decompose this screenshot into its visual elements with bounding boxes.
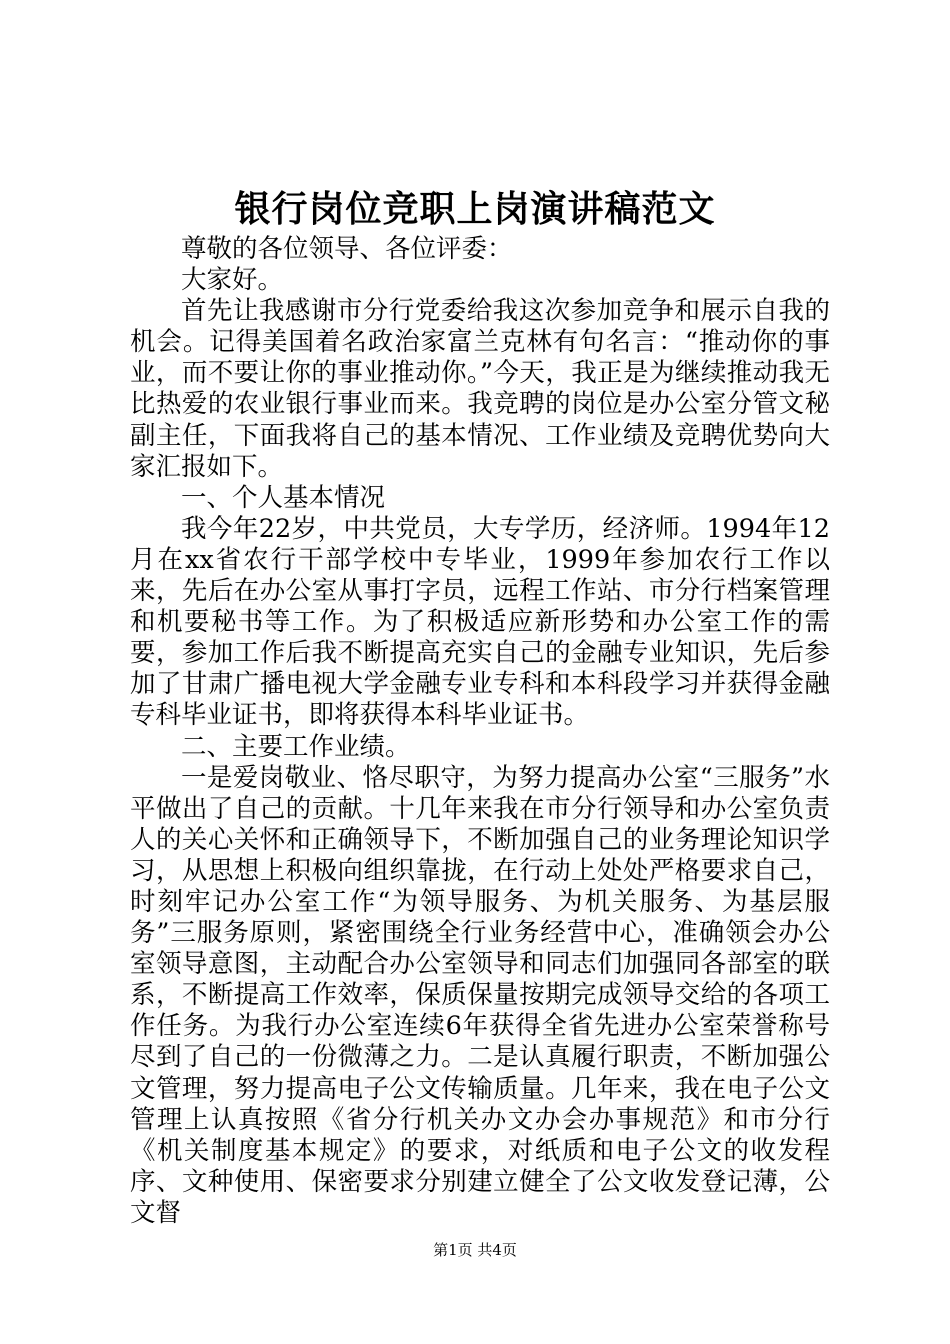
intro-paragraph: 首先让我感谢市分行党委给我这次参加竞争和展示自我的机会。记得美国着名政治家富兰克林有句名言：“推动你的事业，而不要让你的事业推动你。”今天，我正是为继续推动我无比热爱的农业银行事业而来。我竞聘的岗位是办公室分管文秘副主任，下面我将自己的基本情况、工作业绩及竞聘优势向大家汇报如下。 [130, 296, 830, 482]
personal-info-paragraph: 我今年22岁，中共党员，大专学历，经济师。1994年12月在xx省农行干部学校中专毕业，1999年参加农行工作以来，先后在办公室从事打字员，远程工作站、市分行档案管理和机要秘书等工作。为了积极适应新形势和办公室工作的需要，参加工作后我不断提高充实自己的金融专业知识，先后参加了甘肃广播电视大学金融专业专科和本科段学习并获得金融专科毕业证书，即将获得本科毕业证书。 [130, 513, 830, 731]
section-heading-achievements: 二、主要工作业绩。 [181, 731, 411, 762]
page-footer: 第1页 共4页 [433, 1241, 517, 1259]
document-body [130, 234, 830, 1229]
greeting-paragraph: 大家好。 [181, 265, 284, 296]
section-heading-personal: 一、个人基本情况 [181, 482, 386, 513]
document-title: 银行岗位竞职上岗演讲稿范文 [234, 188, 716, 230]
salutation-paragraph: 尊敬的各位领导、各位评委： [181, 234, 513, 264]
achievements-paragraph: 一是爱岗敬业、恪尽职守，为努力提高办公室“三服务”水平做出了自己的贡献。十几年来我在市分行领导和办公室负责人的关心关怀和正确领导下，不断加强自己的业务理论知识学习，从思想上积极向组织靠拢，在行动上处处严格要求自己，时刻牢记办公室工作“为领导服务、为机关服务、为基层服务”三服务原则，紧密围绕全行业务经营中心，准确领会办公室领导意图，主动配合办公室领导和同志们加强同各部室的联系，不断提高工作效率，保质保量按期完成领导交给的各项工作任务。为我行办公室连续6年获得全省先进办公室荣誉称号尽到了自己的一份微薄之力。二是认真履行职责，不断加强公文管理，努力提高电子公文传输质量。几年来，我在电子公文管理上认真按照《省分行机关办文办会办事规范》和市分行《机关制度基本规定》的要求，对纸质和电子公文的收发程序、文种使用、保密要求分别建立健全了公文收发登记薄，公文督 [130, 762, 830, 1228]
